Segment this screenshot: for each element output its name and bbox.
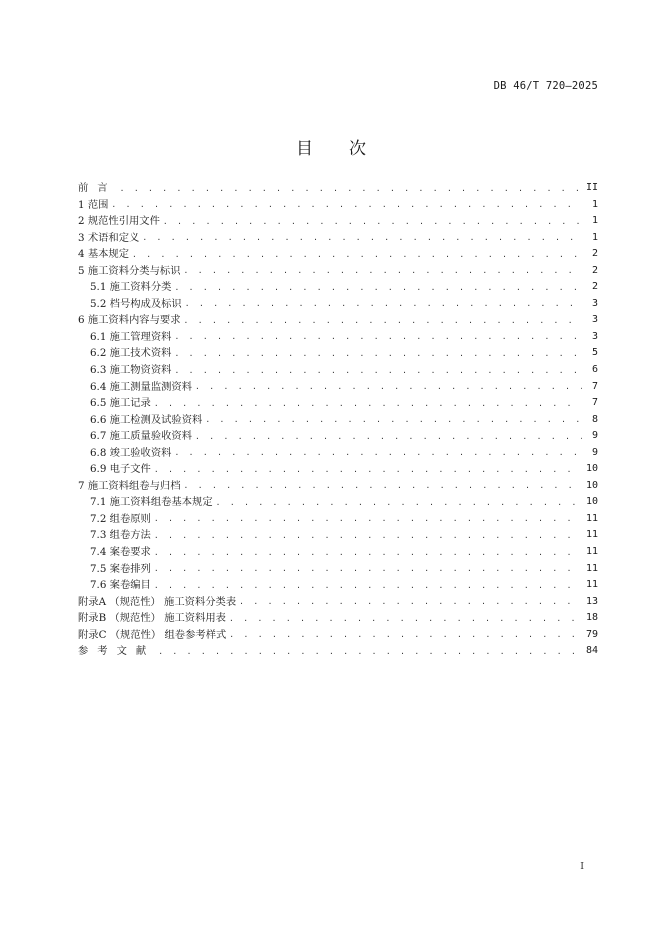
toc-entry-label: 6.5 施工记录 [90, 397, 151, 410]
toc-dot-leader [111, 197, 582, 213]
toc-entry-label: 6 施工资料内容与要求 [78, 314, 181, 327]
toc-entry-label: 附录C （规范性） 组卷参考样式 [78, 628, 227, 641]
toc-entry-label: 5.2 档号构成及标识 [90, 297, 182, 310]
toc-entry-label: 2 规范性引用文件 [78, 215, 160, 228]
toc-entry-label: 6.1 施工管理资料 [90, 330, 172, 343]
toc-dot-leader [154, 528, 582, 544]
toc-entry[interactable] [78, 478, 598, 495]
toc-entry[interactable] [78, 395, 598, 412]
toc-entry-label: 5.1 施工资料分类 [90, 281, 172, 294]
toc-entry-label: 7.2 组卷原则 [90, 512, 151, 525]
toc-entry-page: 10 [585, 463, 598, 475]
toc-entry-label: 6.2 施工技术资料 [90, 347, 172, 360]
toc-entry[interactable] [78, 627, 598, 644]
toc-entry-page: 79 [585, 628, 598, 640]
toc-entry[interactable] [78, 494, 598, 511]
toc-entry[interactable] [78, 263, 598, 280]
toc-entry-label: 参考文献 [78, 645, 156, 658]
toc-entry-page: 11 [585, 579, 598, 591]
toc-entry-page: 11 [585, 546, 598, 558]
toc-entry-label: 7.1 施工资料组卷基本规定 [90, 496, 213, 509]
toc-entry-label: 7.5 案卷排列 [90, 562, 151, 575]
toc-entry[interactable] [78, 561, 598, 578]
toc-entry-page: 5 [591, 347, 598, 359]
toc-entry[interactable] [78, 428, 598, 445]
toc-entry-page: 8 [591, 413, 598, 425]
toc-entry-page: 2 [591, 248, 598, 260]
toc-dot-leader [154, 462, 582, 478]
toc-entry[interactable] [78, 213, 598, 230]
toc-dot-leader [174, 280, 582, 296]
toc-dot-leader [154, 545, 582, 561]
page-number: I [580, 861, 584, 872]
toc-entry-page: 7 [591, 397, 598, 409]
toc-entry[interactable] [78, 230, 598, 247]
toc-entry[interactable] [78, 180, 598, 197]
toc-entry-label: 前言 [78, 182, 117, 194]
toc-dot-leader [174, 329, 582, 345]
toc-entry[interactable] [78, 345, 598, 362]
toc-entry-label: 7 施工资料组卷与归档 [78, 479, 181, 492]
toc-dot-leader [132, 247, 582, 263]
toc-entry[interactable] [78, 511, 598, 528]
toc-entry[interactable] [78, 594, 598, 611]
toc-entry-page: 18 [585, 612, 598, 624]
toc-entry-page: 9 [591, 430, 598, 442]
toc-dot-leader [174, 363, 582, 379]
toc-entry[interactable] [78, 279, 598, 296]
toc-entry-page: 6 [591, 364, 598, 376]
toc-dot-leader [154, 511, 582, 527]
toc-dot-leader [158, 644, 582, 660]
toc-entry-page: 1 [591, 215, 598, 227]
table-of-contents [78, 180, 598, 660]
toc-entry-page: 2 [591, 264, 598, 276]
toc-entry-page: 3 [591, 314, 598, 326]
toc-dot-leader [142, 230, 582, 246]
toc-dot-leader [229, 627, 582, 643]
toc-entry[interactable] [78, 197, 598, 214]
toc-entry-page: 3 [591, 330, 598, 342]
toc-entry[interactable] [78, 296, 598, 313]
toc-entry-page: 3 [591, 297, 598, 309]
toc-entry[interactable] [78, 577, 598, 594]
toc-entry-page: 7 [591, 380, 598, 392]
toc-entry[interactable] [78, 329, 598, 346]
toc-entry[interactable] [78, 246, 598, 263]
toc-entry[interactable] [78, 379, 598, 396]
toc-entry-page: 84 [585, 645, 598, 657]
toc-dot-leader [174, 346, 582, 362]
toc-entry-label: 6.3 施工物资资料 [90, 364, 172, 377]
toc-entry-label: 4 基本规定 [78, 248, 130, 261]
toc-entry[interactable] [78, 643, 598, 660]
toc-entry-label: 7.4 案卷要求 [90, 546, 151, 559]
toc-dot-leader [195, 429, 582, 445]
toc-entry[interactable] [78, 544, 598, 561]
toc-entry[interactable] [78, 312, 598, 329]
toc-dot-leader [205, 412, 582, 428]
toc-dot-leader [154, 396, 582, 412]
toc-entry-page: 1 [591, 198, 598, 210]
toc-dot-leader [229, 611, 582, 627]
toc-entry-page: II [585, 182, 598, 193]
page-title: 目次 [296, 139, 402, 159]
toc-entry-page: 11 [585, 512, 598, 524]
toc-dot-leader [154, 578, 582, 594]
toc-dot-leader [120, 181, 582, 197]
toc-entry-label: 6.8 竣工验收资料 [90, 446, 172, 459]
toc-entry-label: 6.6 施工检测及试验资料 [90, 413, 203, 426]
toc-entry-page: 9 [591, 446, 598, 458]
toc-entry-page: 11 [585, 529, 598, 541]
toc-dot-leader [195, 379, 582, 395]
toc-entry[interactable] [78, 461, 598, 478]
toc-dot-leader [174, 445, 582, 461]
toc-dot-leader [184, 313, 583, 329]
toc-entry-label: 5 施工资料分类与标识 [78, 264, 181, 277]
toc-entry-page: 10 [585, 496, 598, 508]
toc-entry-label: 6.4 施工测量监测资料 [90, 380, 193, 393]
toc-entry[interactable] [78, 610, 598, 627]
toc-dot-leader [184, 478, 582, 494]
toc-entry-page: 1 [591, 231, 598, 243]
document-code: DB 46/T 720—2025 [493, 80, 598, 92]
toc-entry-label: 7.6 案卷编目 [90, 579, 151, 592]
toc-dot-leader [239, 594, 582, 610]
toc-entry-label: 附录B （规范性） 施工资料用表 [78, 612, 226, 625]
toc-entry-label: 6.9 电子文件 [90, 463, 151, 476]
toc-entry-label: 6.7 施工质量验收资料 [90, 430, 193, 443]
toc-entry-page: 10 [585, 479, 598, 491]
toc-entry-label: 附录A （规范性） 施工资料分类表 [78, 595, 237, 608]
toc-entry[interactable] [78, 527, 598, 544]
toc-entry-label: 1 范围 [78, 198, 109, 211]
toc-dot-leader [216, 495, 582, 511]
toc-entry-page: 2 [591, 281, 598, 293]
toc-entry-page: 11 [585, 562, 598, 574]
toc-dot-leader [163, 214, 582, 230]
toc-dot-leader [154, 561, 582, 577]
toc-dot-leader [184, 263, 583, 279]
toc-entry[interactable] [78, 445, 598, 462]
toc-dot-leader [185, 296, 582, 312]
toc-entry[interactable] [78, 362, 598, 379]
toc-entry-page: 13 [585, 595, 598, 607]
toc-entry-label: 3 术语和定义 [78, 231, 140, 244]
toc-entry-label: 7.3 组卷方法 [90, 529, 151, 542]
toc-entry[interactable] [78, 412, 598, 429]
